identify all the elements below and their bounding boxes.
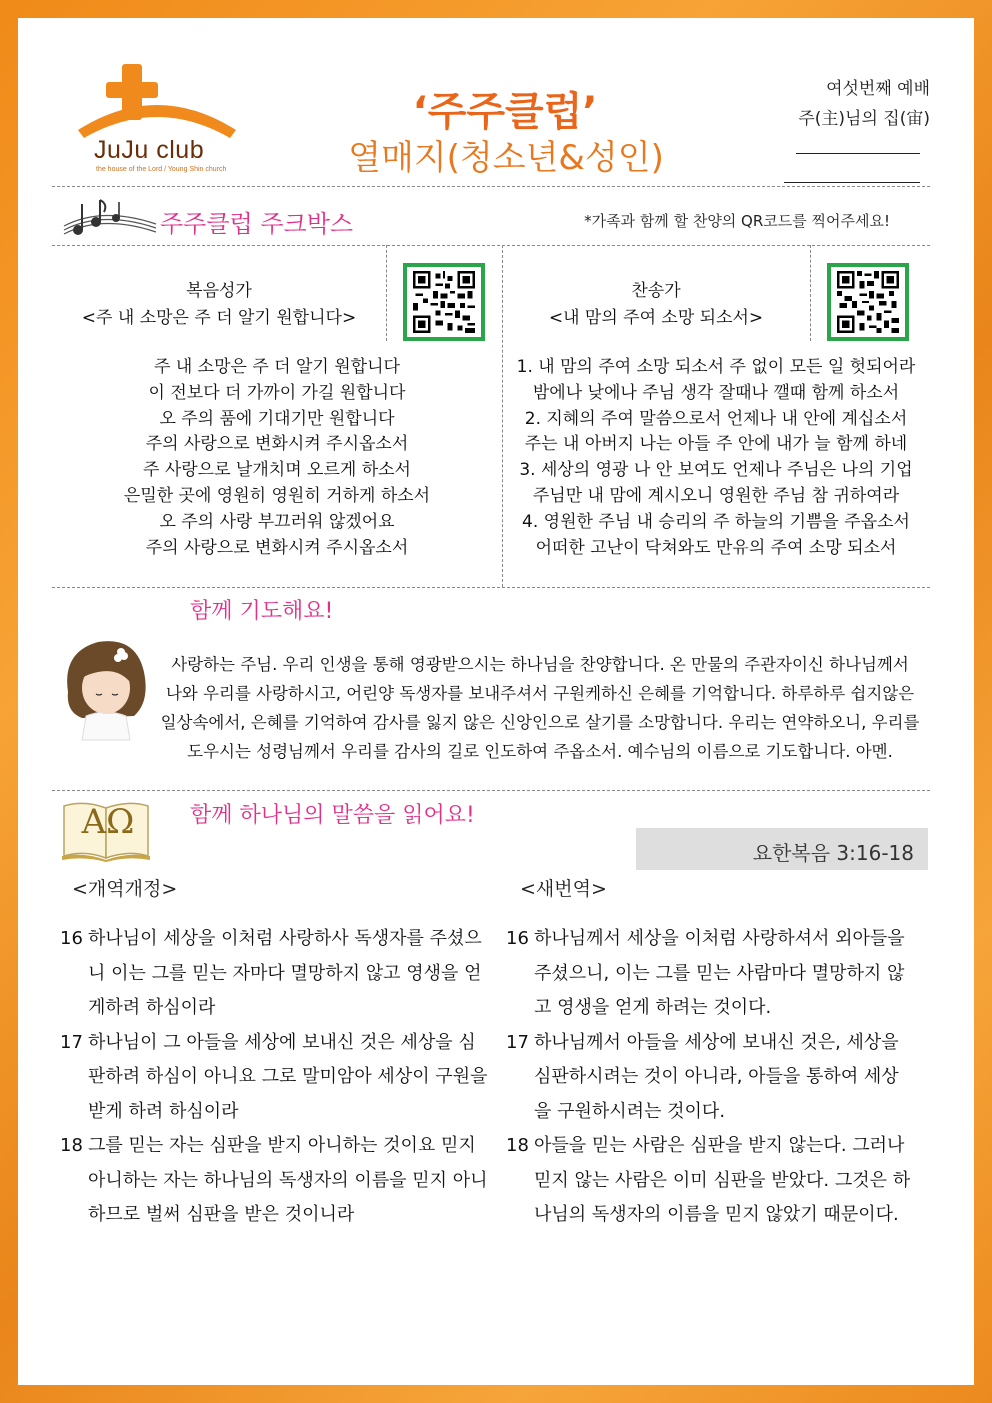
song-2-name: <내 맘의 주여 소망 되소서>: [548, 308, 764, 328]
song-1-category: 복음성가: [186, 281, 252, 301]
prayer-line: 도우시는 성령님께서 우리를 감사의 길로 인도하여 주옵소서. 예수님의 이름으로 기도합니다. 아멘.: [187, 742, 893, 761]
verse-text: 아들을 믿는 사람은 심판을 받지 않는다. 그러나 믿지 않는 사람은 이미 심판을 받았다. 그것은 하나님의 독생자의 이름을 믿지 않았기 때문이다.: [534, 1135, 911, 1225]
lyric-line: 주님만 내 맘에 계시오니 영원한 주님 참 귀하여라: [532, 485, 900, 506]
divider: [52, 245, 930, 246]
divider: [52, 186, 930, 187]
page-title: ‘주주클럽’: [412, 89, 598, 135]
verse-number: 18: [60, 1135, 83, 1156]
prayer-title: 함께 기도해요!: [190, 599, 334, 624]
song-1-name: <주 내 소망은 주 더 알기 원합니다>: [81, 308, 357, 328]
scripture-reference-box: [636, 828, 928, 870]
lyric-line: 주 사랑으로 날개치며 오르게 하소서: [143, 460, 411, 481]
verse-text: 하나님이 그 아들을 세상에 보내신 것은 세상을 심판하려 하심이 아니요 그로 말미암아 세상이 구원을 받게 하려 하심이라: [88, 1031, 488, 1122]
lyric-line: 주는 내 아버지 나는 아들 주 안에 내가 늘 함께 하네: [524, 434, 908, 455]
lyric-line: 은밀한 곳에 영원히 영원히 거하게 하소서: [123, 485, 431, 506]
song-2-category: 찬송가: [631, 281, 681, 301]
song-1-lyrics: [52, 355, 502, 561]
scripture-reference: 요한복음 3:16-18: [752, 841, 914, 865]
qr-cell-divider: [810, 245, 811, 341]
lyric-line: 2. 지혜의 주여 말씀으로서 언제나 내 안에 계십소서: [524, 408, 908, 429]
qr-code-icon: [835, 271, 901, 333]
lyric-line: 3. 세상의 영광 나 안 보여도 언제나 주님은 나의 기업: [519, 460, 913, 481]
name-blank-line: [796, 153, 920, 154]
week-label: 여섯번째 예배: [826, 79, 930, 99]
lyric-line: 주의 사랑으로 변화시켜 주시옵소서: [145, 537, 409, 558]
divider: [52, 790, 930, 791]
verse-number: 18: [506, 1135, 529, 1156]
lyric-line: 어떠한 고난이 닥쳐와도 만유의 주여 소망 되소서: [535, 537, 897, 558]
verse-text: 하나님께서 세상을 이처럼 사랑하셔서 외아들을 주셨으니, 이는 그를 믿는 사람마다 멸망하지 않고 영생을 얻게 하려는 것이다.: [534, 928, 905, 1018]
lyric-line: 이 전보다 더 가까이 가길 원합니다: [148, 382, 406, 403]
verse-18: [506, 1129, 916, 1233]
prayer-line: 일상속에서, 은혜를 기억하여 감사를 잃지 않은 신앙인으로 살기를 소망합니다. 우리는 연약하오니, 우리를: [160, 713, 920, 732]
praying-girl-icon: [58, 632, 154, 742]
page-subtitle: 열매지(청소년&성인): [348, 138, 664, 178]
cross-bar: [106, 82, 158, 98]
verse-text: 하나님께서 아들을 세상에 보내신 것은, 세상을 심판하시려는 것이 아니라, 아들을 통하여 세상을 구원하시려는 것이다.: [534, 1031, 899, 1122]
lyric-line: 주의 사랑으로 변화시켜 주시옵소서: [145, 434, 409, 455]
lyric-line: 밤에나 낮에나 주님 생각 잘때나 깰때 함께 하소서: [532, 382, 900, 403]
jukebox-title: 주주클럽 주크박스: [160, 210, 354, 238]
verse-number: 16: [506, 928, 529, 949]
place-label: 주(主)님의 집(宙): [798, 109, 930, 129]
verse-17: [506, 1026, 916, 1130]
verse-text: 그를 믿는 자는 심판을 받지 아니하는 것이요 믿지 아니하는 자는 하나님의 독생자의 이름을 믿지 아니하므로 벌써 심판을 받은 것이니라: [88, 1135, 488, 1225]
lyric-line: 4. 영원한 주님 내 승리의 주 하늘의 기쁨을 주옵소서: [522, 511, 910, 532]
verse-number: 17: [60, 1031, 83, 1053]
qr-code-song-2[interactable]: [827, 263, 909, 341]
lyric-line: 오 주의 품에 기대기만 원합니다: [159, 408, 395, 429]
alpha-omega-letters: AΩ: [81, 802, 135, 842]
song-1-heading: [52, 278, 386, 332]
music-notes-icon: [62, 196, 158, 242]
qr-code-song-1[interactable]: [403, 263, 485, 341]
church-roof-icon: [74, 60, 240, 140]
prayer-line: 사랑하는 주님. 우리 인생을 통해 영광받으시는 하나님을 찬양합니다. 온 만물의 주관자이신 하나님께서: [171, 655, 909, 674]
song-2-heading: [502, 278, 810, 332]
lyric-line: 오 주의 사랑 부끄러워 않겠어요: [159, 511, 395, 532]
qr-note: *가족과 함께 할 찬양의 QR코드를 찍어주세요!: [584, 212, 890, 230]
qr-code-icon: [411, 271, 477, 333]
verse-number: 17: [506, 1031, 529, 1053]
qr-cell-divider: [386, 245, 387, 341]
verse-16: [506, 922, 916, 1026]
word-title: 함께 하나님의 말씀을 읽어요!: [190, 803, 475, 828]
date-blank-line: [784, 182, 920, 183]
song-2-lyrics: [502, 355, 930, 561]
verses-new: [506, 922, 916, 1233]
version-label-krv: <개역개정>: [72, 878, 178, 900]
verse-text: 하나님이 세상을 이처럼 사랑하사 독생자를 주셨으니 이는 그를 믿는 자마다 멸망하지 않고 영생을 얻게하려 하심이라: [88, 928, 482, 1018]
verses-krv: [60, 922, 490, 1233]
verse-number: 16: [60, 928, 83, 949]
verse-17: [60, 1026, 490, 1130]
logo-subtitle: the house of the Lord / Young Shin church: [96, 166, 227, 173]
prayer-line: 나와 우리를 사랑하시고, 어린양 독생자를 보내주셔서 구원케하신 은혜를 기억합니다. 하루하루 쉽지않은: [165, 684, 915, 703]
verse-16: [60, 922, 490, 1026]
lyric-line: 1. 내 맘의 주여 소망 되소서 주 없이 모든 일 헛되어라: [516, 357, 916, 377]
divider: [52, 587, 930, 588]
lyric-line: 주 내 소망은 주 더 알기 원합니다: [154, 357, 400, 377]
prayer-text: [160, 650, 920, 766]
logo-brand: JuJu club: [94, 136, 205, 164]
version-label-new: <새번역>: [520, 878, 607, 900]
verse-18: [60, 1129, 490, 1233]
